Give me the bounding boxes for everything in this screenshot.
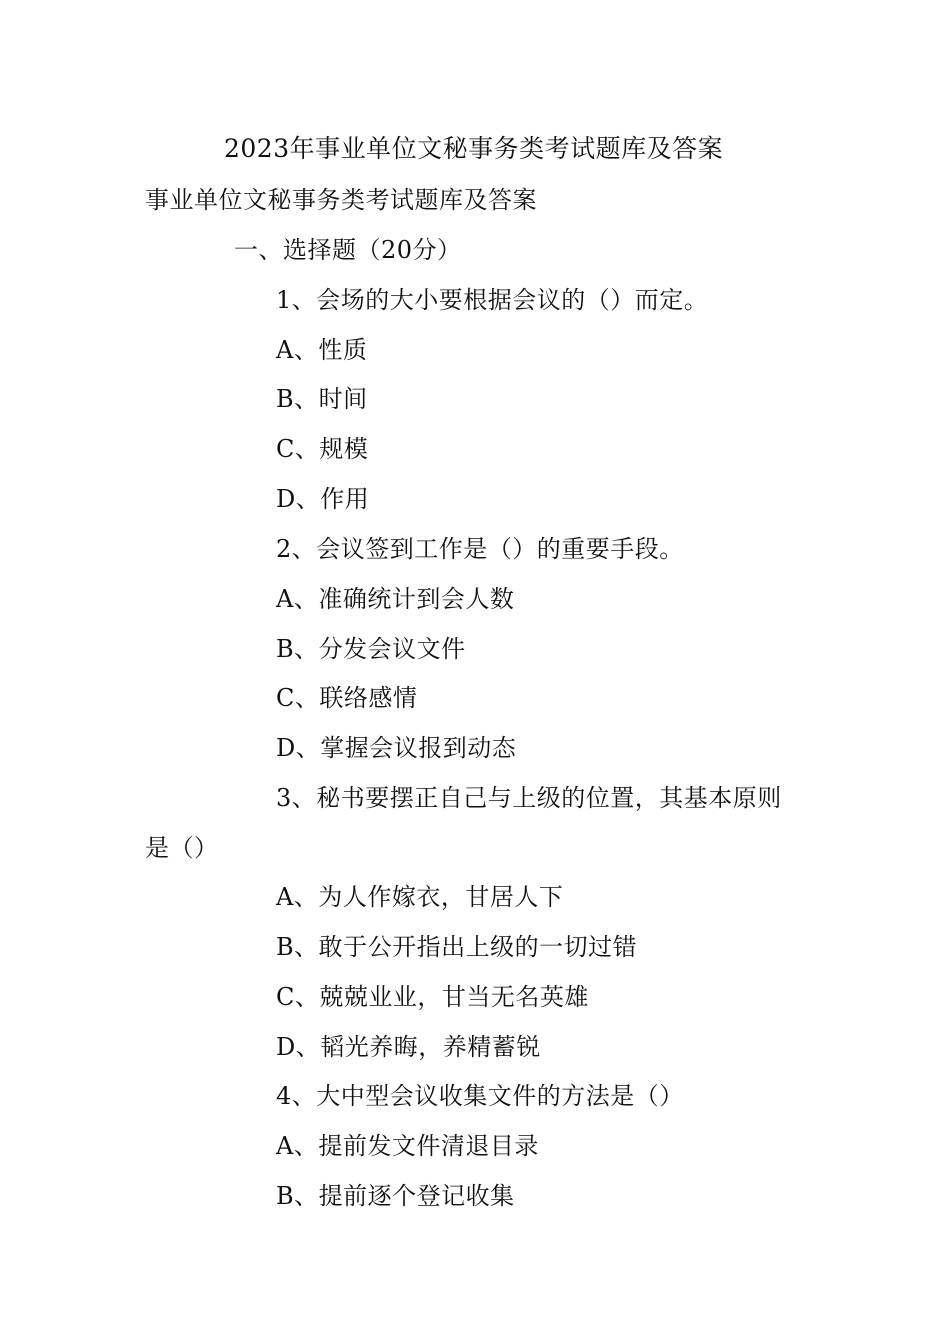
question-4-option-a: A、提前发文件清退目录 <box>276 1132 539 1160</box>
question-2-option-a: A、准确统计到会人数 <box>276 585 515 613</box>
question-1-stem: 1、会场的大小要根据会议的（）而定。 <box>276 286 709 314</box>
question-1-option-c: C、规模 <box>276 435 369 463</box>
question-3-option-d: D、韬光养晦，养精蓄锐 <box>276 1033 541 1061</box>
question-3-option-b: B、敢于公开指出上级的一切过错 <box>276 933 638 961</box>
question-4-option-b: B、提前逐个登记收集 <box>276 1182 515 1210</box>
question-2-option-c: C、联络感情 <box>276 684 418 712</box>
question-4-stem: 4、大中型会议收集文件的方法是（） <box>276 1082 684 1110</box>
question-1-option-b: B、时间 <box>276 385 368 413</box>
question-2-stem: 2、会议签到工作是（）的重要手段。 <box>276 535 684 563</box>
question-3-stem-line1: 3、秘书要摆正自己与上级的位置，其基本原则 <box>276 784 782 812</box>
document-title: 2023年事业单位文秘事务类考试题库及答案 <box>224 134 724 163</box>
document-subtitle: 事业单位文秘事务类考试题库及答案 <box>145 186 537 214</box>
question-3-option-a: A、为人作嫁衣，甘居人下 <box>276 883 564 911</box>
question-2-option-b: B、分发会议文件 <box>276 635 466 663</box>
question-3-stem-line2: 是（） <box>145 834 219 862</box>
question-3-option-c: C、兢兢业业，甘当无名英雄 <box>276 983 589 1011</box>
section-heading: 一、选择题（20分） <box>234 236 462 264</box>
question-1-option-d: D、作用 <box>276 485 370 513</box>
question-1-option-a: A、性质 <box>276 336 368 364</box>
question-2-option-d: D、掌握会议报到动态 <box>276 734 517 762</box>
